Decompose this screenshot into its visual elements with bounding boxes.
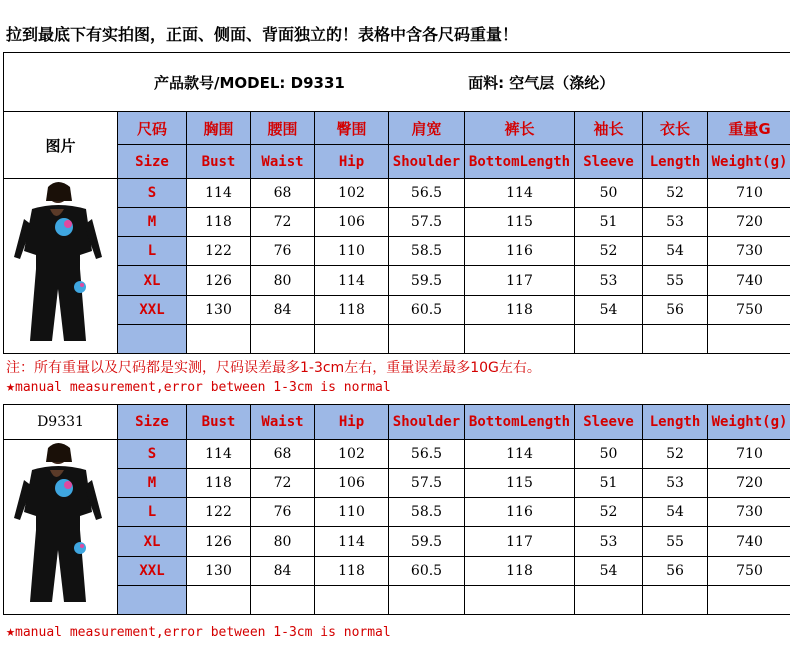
empty-cell bbox=[643, 585, 708, 614]
col-en-length: Length bbox=[643, 405, 708, 440]
table-cell: 55 bbox=[643, 527, 708, 556]
measurement-note-cn: 注：所有重量以及尺码都是实测，尺码误差最多1-3cm左右，重量误差最多10G左右。 bbox=[6, 360, 541, 376]
star-icon: ★ bbox=[6, 622, 16, 640]
table-cell: 102 bbox=[315, 179, 389, 208]
size-cell: XXL bbox=[118, 556, 187, 585]
size-cell: S bbox=[118, 440, 187, 469]
top-note: 拉到最底下有实拍图，正面、侧面、背面独立的！表格中含各尺码重量！ bbox=[6, 25, 519, 44]
empty-cell bbox=[187, 585, 251, 614]
col-en-length: Length bbox=[643, 145, 708, 179]
table-cell: 53 bbox=[643, 469, 708, 498]
model-label: 产品款号/MODEL: D9331 bbox=[154, 73, 345, 92]
star-icon: ★ bbox=[6, 377, 16, 395]
empty-cell bbox=[315, 585, 389, 614]
table-cell: 122 bbox=[187, 498, 251, 527]
table-cell: 57.5 bbox=[389, 208, 465, 237]
table-cell: 116 bbox=[465, 237, 575, 266]
table-cell: 118 bbox=[187, 208, 251, 237]
table-cell: 106 bbox=[315, 469, 389, 498]
fabric-label: 面料: 空气层（涤纶） bbox=[468, 73, 615, 92]
note-en-text: manual measurement,error between 1-3cm is normal bbox=[15, 380, 391, 395]
table-cell: 114 bbox=[315, 527, 389, 556]
product-photo bbox=[4, 179, 118, 354]
col-en-size: Size bbox=[118, 145, 187, 179]
col-en-bust: Bust bbox=[187, 405, 251, 440]
col-cn-sleeve: 袖长 bbox=[575, 112, 643, 145]
size-cell: L bbox=[118, 237, 187, 266]
empty-cell bbox=[708, 324, 790, 353]
table-cell: 54 bbox=[643, 498, 708, 527]
table-cell: 750 bbox=[708, 295, 790, 324]
table-cell: 118 bbox=[465, 556, 575, 585]
table-cell: 56 bbox=[643, 556, 708, 585]
size-chart-table-1 bbox=[3, 52, 790, 354]
empty-cell bbox=[251, 585, 315, 614]
table-cell: 110 bbox=[315, 237, 389, 266]
model-header bbox=[4, 53, 790, 112]
table-cell: 51 bbox=[575, 469, 643, 498]
measurement-note-en-1 bbox=[6, 377, 391, 395]
table-cell: 130 bbox=[187, 295, 251, 324]
table-cell: 110 bbox=[315, 498, 389, 527]
empty-cell bbox=[251, 324, 315, 353]
size-cell: XL bbox=[118, 266, 187, 295]
empty-cell bbox=[187, 324, 251, 353]
table-cell: 114 bbox=[465, 440, 575, 469]
table-cell: 126 bbox=[187, 266, 251, 295]
col-cn-bottom-length: 裤长 bbox=[465, 112, 575, 145]
table-cell: 114 bbox=[315, 266, 389, 295]
col-en-hip: Hip bbox=[315, 145, 389, 179]
table-cell: 54 bbox=[575, 556, 643, 585]
table-cell: 50 bbox=[575, 179, 643, 208]
table-cell: 730 bbox=[708, 498, 790, 527]
col-cn-shoulder: 肩宽 bbox=[389, 112, 465, 145]
table-cell: 58.5 bbox=[389, 237, 465, 266]
table-cell: 710 bbox=[708, 179, 790, 208]
table-cell: 54 bbox=[575, 295, 643, 324]
table-cell: 130 bbox=[187, 556, 251, 585]
table-cell: 52 bbox=[643, 440, 708, 469]
col-en-sleeve: Sleeve bbox=[575, 145, 643, 179]
table-cell: 118 bbox=[187, 469, 251, 498]
col-cn-weight: 重量G bbox=[708, 112, 790, 145]
col-en-weight: Weight(g) bbox=[708, 145, 790, 179]
col-en-waist: Waist bbox=[251, 145, 315, 179]
table-cell: 53 bbox=[575, 527, 643, 556]
table-cell: 60.5 bbox=[389, 556, 465, 585]
table-cell: 54 bbox=[643, 237, 708, 266]
table-cell: 84 bbox=[251, 556, 315, 585]
empty-cell bbox=[389, 585, 465, 614]
table-cell: 68 bbox=[251, 440, 315, 469]
table-cell: 114 bbox=[187, 179, 251, 208]
table-cell: 122 bbox=[187, 237, 251, 266]
table-cell: 117 bbox=[465, 527, 575, 556]
empty-cell bbox=[389, 324, 465, 353]
col-cn-waist: 腰围 bbox=[251, 112, 315, 145]
table-cell: 52 bbox=[643, 179, 708, 208]
table-cell: 56 bbox=[643, 295, 708, 324]
col-en-bottom-length: BottomLength bbox=[465, 405, 575, 440]
table-cell: 80 bbox=[251, 266, 315, 295]
table-cell: 114 bbox=[465, 179, 575, 208]
col-cn-hip: 臀围 bbox=[315, 112, 389, 145]
table-cell: 53 bbox=[643, 208, 708, 237]
product-photo bbox=[4, 440, 118, 615]
table-cell: 52 bbox=[575, 498, 643, 527]
woman-black-outfit-photo-icon bbox=[6, 179, 116, 349]
table-cell: 115 bbox=[465, 469, 575, 498]
table-cell: 76 bbox=[251, 237, 315, 266]
col-en-sleeve: Sleeve bbox=[575, 405, 643, 440]
table-cell: 58.5 bbox=[389, 498, 465, 527]
table-cell: 114 bbox=[187, 440, 251, 469]
note-en-text: manual measurement,error between 1-3cm is normal bbox=[15, 625, 391, 640]
col-cn-size: 尺码 bbox=[118, 112, 187, 145]
empty-cell bbox=[575, 324, 643, 353]
empty-cell bbox=[465, 585, 575, 614]
table-cell: 68 bbox=[251, 179, 315, 208]
table-cell: 106 bbox=[315, 208, 389, 237]
table-cell: 118 bbox=[315, 295, 389, 324]
col-en-weight: Weight(g) bbox=[708, 405, 790, 440]
col-en-waist: Waist bbox=[251, 405, 315, 440]
table-cell: 740 bbox=[708, 527, 790, 556]
col-en-shoulder: Shoulder bbox=[389, 145, 465, 179]
table-cell: 72 bbox=[251, 208, 315, 237]
table-cell: 720 bbox=[708, 208, 790, 237]
empty-cell bbox=[708, 585, 790, 614]
table-cell: 72 bbox=[251, 469, 315, 498]
size-cell: XXL bbox=[118, 295, 187, 324]
table-cell: 59.5 bbox=[389, 266, 465, 295]
col-cn-bust: 胸围 bbox=[187, 112, 251, 145]
picture-label: 图片 bbox=[4, 112, 118, 179]
table-cell: 118 bbox=[315, 556, 389, 585]
table-cell: 116 bbox=[465, 498, 575, 527]
table-cell: 750 bbox=[708, 556, 790, 585]
table-cell: 117 bbox=[465, 266, 575, 295]
table-cell: 52 bbox=[575, 237, 643, 266]
table-cell: 55 bbox=[643, 266, 708, 295]
size-cell: M bbox=[118, 208, 187, 237]
table-cell: 740 bbox=[708, 266, 790, 295]
table-cell: 60.5 bbox=[389, 295, 465, 324]
model-code: D9331 bbox=[4, 405, 118, 440]
empty-cell bbox=[575, 585, 643, 614]
table-cell: 80 bbox=[251, 527, 315, 556]
table-cell: 126 bbox=[187, 527, 251, 556]
size-cell: L bbox=[118, 498, 187, 527]
col-en-bust: Bust bbox=[187, 145, 251, 179]
size-cell: XL bbox=[118, 527, 187, 556]
table-cell: 84 bbox=[251, 295, 315, 324]
size-cell: S bbox=[118, 179, 187, 208]
woman-black-outfit-photo-icon bbox=[6, 440, 116, 610]
size-chart-table-2 bbox=[3, 404, 790, 615]
empty-size-cell bbox=[118, 585, 187, 614]
empty-size-cell bbox=[118, 324, 187, 353]
col-cn-length: 衣长 bbox=[643, 112, 708, 145]
table-cell: 57.5 bbox=[389, 469, 465, 498]
col-en-hip: Hip bbox=[315, 405, 389, 440]
table-cell: 720 bbox=[708, 469, 790, 498]
table-cell: 51 bbox=[575, 208, 643, 237]
col-en-size: Size bbox=[118, 405, 187, 440]
empty-cell bbox=[315, 324, 389, 353]
table-cell: 102 bbox=[315, 440, 389, 469]
table-cell: 118 bbox=[465, 295, 575, 324]
table-cell: 53 bbox=[575, 266, 643, 295]
empty-cell bbox=[465, 324, 575, 353]
table-cell: 76 bbox=[251, 498, 315, 527]
table-cell: 56.5 bbox=[389, 179, 465, 208]
empty-cell bbox=[643, 324, 708, 353]
table-cell: 710 bbox=[708, 440, 790, 469]
col-en-shoulder: Shoulder bbox=[389, 405, 465, 440]
size-cell: M bbox=[118, 469, 187, 498]
table-cell: 50 bbox=[575, 440, 643, 469]
table-cell: 56.5 bbox=[389, 440, 465, 469]
table-cell: 59.5 bbox=[389, 527, 465, 556]
table-cell: 730 bbox=[708, 237, 790, 266]
table-cell: 115 bbox=[465, 208, 575, 237]
col-en-bottom-length: BottomLength bbox=[465, 145, 575, 179]
measurement-note-en-2 bbox=[6, 622, 391, 640]
